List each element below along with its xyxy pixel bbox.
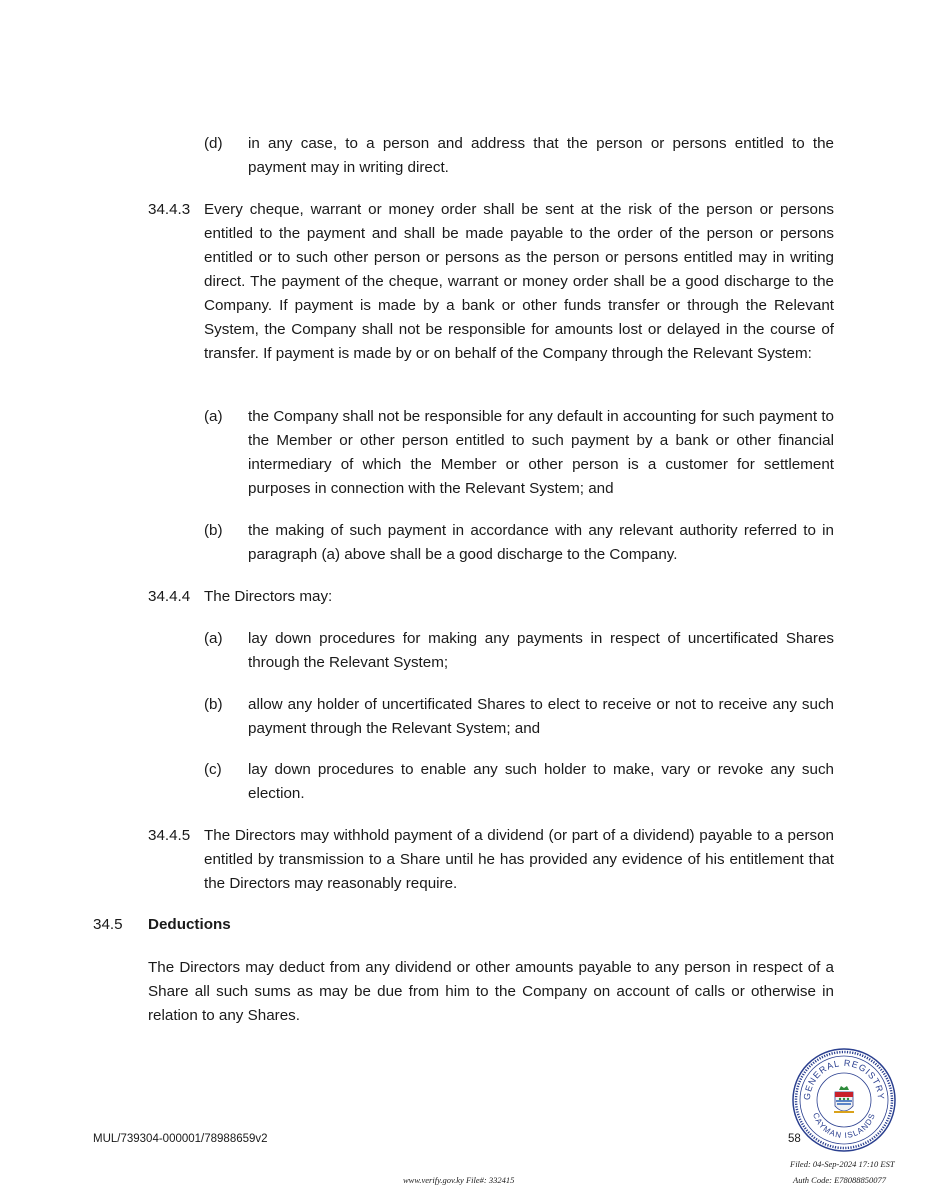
clause-number: 34.4.4 [148,588,191,605]
paragraph-b: the making of such payment in accordance with any relevant authority referred to in paragraph (a) above shall be a good discharge to the Company. [248,522,834,563]
registry-seal-icon [790,1046,898,1154]
item-label: (a) [204,630,223,647]
page-number: 58 [788,1133,801,1145]
item-label: (b) [204,696,223,713]
coat-of-arms-icon [834,1086,854,1112]
filed-stamp: Filed: 04-Sep-2024 17:10 EST [790,1159,895,1169]
clause-number: 34.4.3 [148,201,191,218]
document-reference: MUL/739304-000001/78988659v2 [93,1133,268,1145]
section-body: The Directors may deduct from any dividend or other amounts payable to any person in respect of a Share all such sums as may be due from him to the Company on account of calls or otherwise in relation to any Shares. [148,959,834,1024]
seal-top-text: GENERAL REGISTRY [801,1057,887,1101]
clause-34-4-3: Every cheque, warrant or money order shall be sent at the risk of the person or persons entitled to the payment and shall be made payable to the order of the person or persons entitled or to such other person or persons as the person or persons entitled may in writing direct. The payment of the cheque, warrant or money order shall be a good discharge to the Company. If payment is made by a bank or other funds transfer or through the Relevant System, the Company shall not be responsible for amounts lost or delayed in the course of transfer. If payment is made by or on behalf of the Company through the Relevant System: [204,201,834,362]
item-label: (d) [204,135,223,152]
paragraph-b: allow any holder of uncertificated Shares to elect to receive or not to receive any such payment through the Relevant System; and [248,696,834,737]
paragraph-a: the Company shall not be responsible for any default in accounting for such payment to the Member or other person entitled to such payment by a bank or other financial intermediary of which the Member or other person is a customer for settlement purposes in connection with the Relevant System; and [248,408,834,497]
verify-link: www.verify.gov.ky File#: 332415 [403,1175,515,1185]
paragraph-a: lay down procedures for making any payments in respect of uncertificated Shares through the Relevant System; [248,630,834,671]
paragraph-c: lay down procedures to enable any such holder to make, vary or revoke any such election. [248,761,834,802]
clause-number: 34.4.5 [148,827,191,844]
section-heading: Deductions [148,916,231,933]
paragraph-d: in any case, to a person and address that the person or persons entitled to the payment may in writing direct. [248,135,834,176]
section-number: 34.5 [93,916,123,933]
item-label: (a) [204,408,223,425]
item-label: (b) [204,522,223,539]
item-label: (c) [204,761,222,778]
seal-bottom-text: CAYMAN ISLANDS [810,1111,878,1141]
clause-34-4-5: The Directors may withhold payment of a dividend (or part of a dividend) payable to a person entitled by transmission to a Share until he has provided any evidence of his entitlement that the Directors may reasonably require. [204,827,834,892]
auth-code: Auth Code: E78088850077 [793,1175,887,1185]
clause-34-4-4: The Directors may: [204,588,333,605]
